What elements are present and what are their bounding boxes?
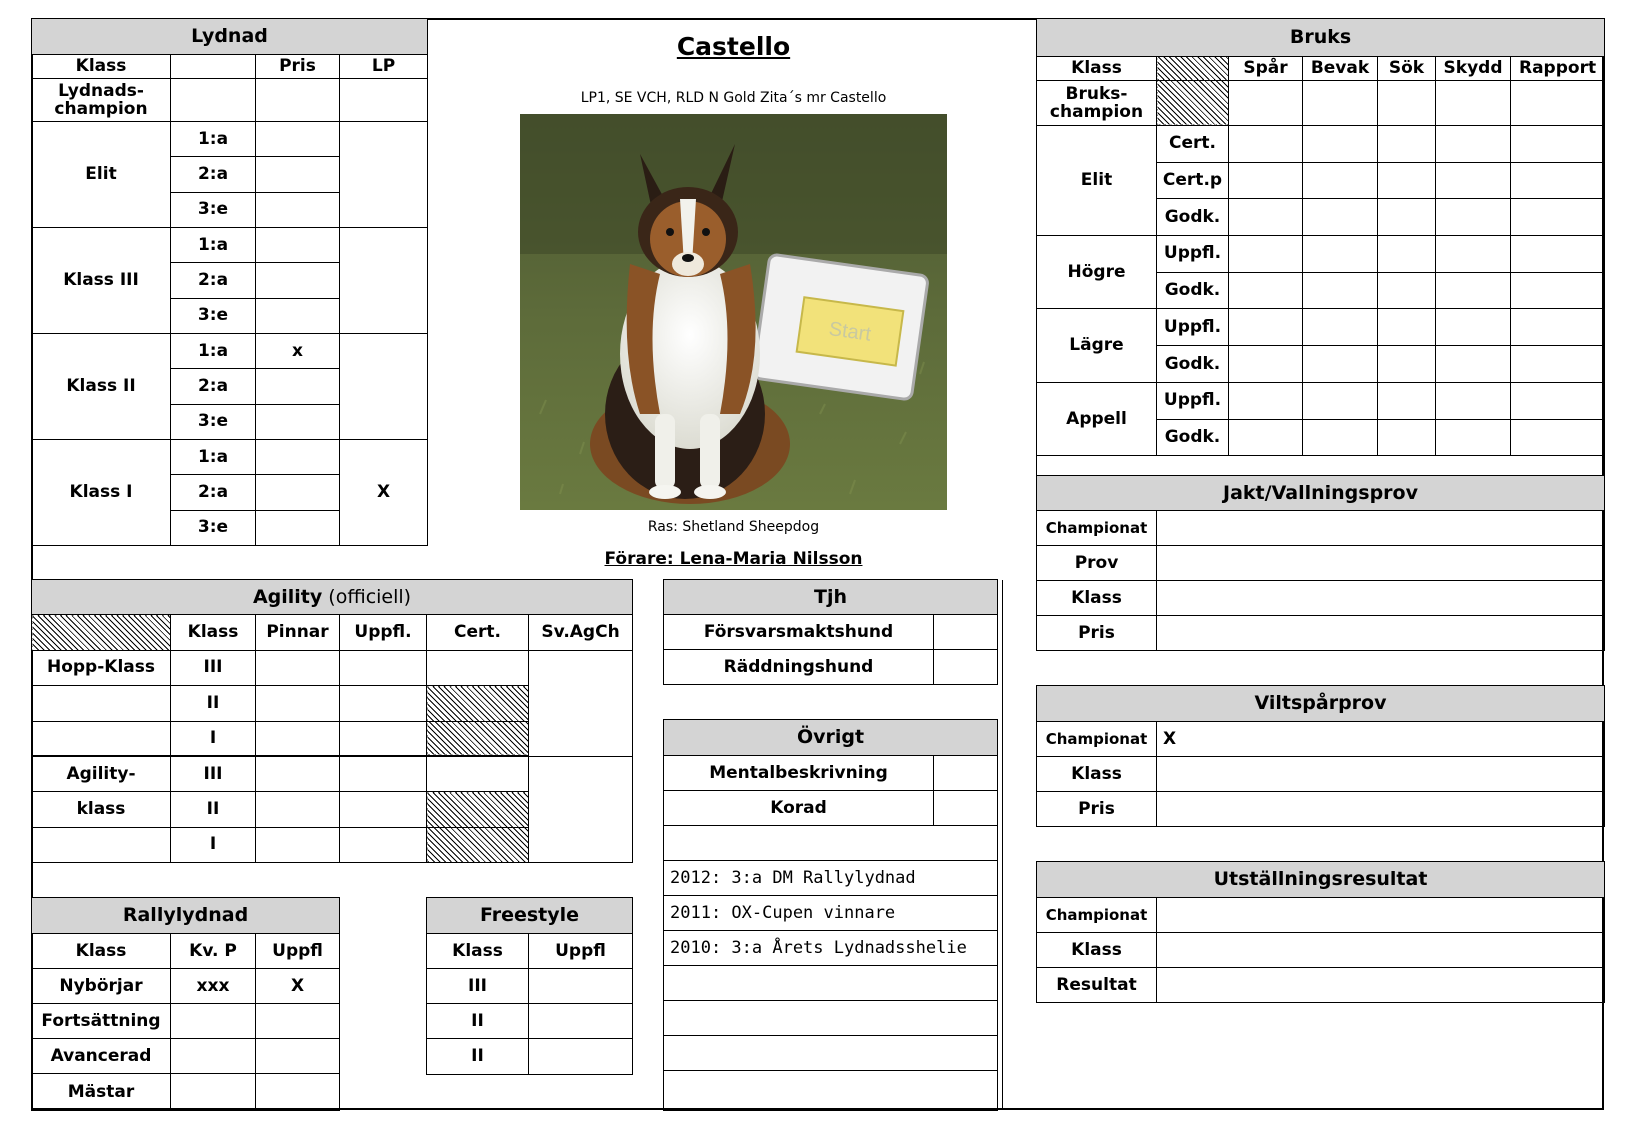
bruks-cell [1229,80,1303,125]
bruks-level: Cert.p [1157,162,1229,199]
agility-class: I [171,721,256,756]
bruks-cell [1229,162,1303,199]
agility-cell [340,827,427,862]
rally-uppfl [256,1004,340,1039]
jakt-value [1157,581,1605,616]
agility-cell [32,827,171,862]
agility-cell [427,756,529,791]
ovrigt-note [664,1001,998,1036]
bruks-cell [1229,236,1303,273]
agility-label-1: Agility- [32,756,171,791]
bruks-cell [1378,199,1436,236]
ovrigt-value [934,791,998,826]
rally-uppfl [256,1039,340,1074]
lydnad-champion-place [171,78,256,121]
bruks-level: Uppfl. [1157,236,1229,273]
agility-svagch-hopp [529,650,633,756]
lydnad-header-blank [171,55,256,78]
bruks-group-lagre: Lägre [1037,309,1157,382]
lydnad-header-pris: Pris [256,55,340,78]
vilt-value [1157,792,1605,827]
agility-header-pinnar: Pinnar [256,615,340,650]
bruks-champion-hatched [1157,80,1229,125]
agility-class: II [171,792,256,827]
bruks-cell [1436,236,1511,273]
vilt-title: Viltspårprov [1037,686,1605,722]
bruks-cell [1436,419,1511,456]
bruks-cell [1436,272,1511,309]
agility-title [32,580,633,615]
lydnad-champion-lp [340,78,428,121]
handler-name: Förare: Lena-Maria Nilsson [604,549,863,569]
lydnad-lp [340,333,428,439]
ovrigt-value [934,756,998,791]
bruks-cell [1436,80,1511,125]
bruks-level: Godk. [1157,199,1229,236]
dog-photo [520,114,947,510]
agility-hopp-label: Hopp-Klass [32,650,171,685]
bruks-cell [1378,419,1436,456]
lydnad-place: 1:a [171,121,256,156]
lydnad-pris [256,369,340,404]
lydnad-title: Lydnad [32,19,428,55]
agility-class: III [171,650,256,685]
vilt-value [1157,757,1605,792]
bruks-cell [1511,125,1605,162]
jakt-title: Jakt/Vallningsprov [1037,476,1605,511]
rally-kvp: xxx [171,969,256,1004]
bruks-header-sok: Sök [1378,56,1436,80]
lydnad-group-elit: Elit [32,121,171,227]
tjh-label: Räddningshund [664,650,934,685]
ovrigt-title: Övrigt [664,720,998,756]
bruks-cell [1378,236,1436,273]
utst-label: Klass [1037,933,1157,968]
bruks-group-hogre: Högre [1037,236,1157,309]
lydnad-group-klass-ii: Klass II [32,333,171,439]
freestyle-klass: II [427,1039,529,1075]
bruks-cell [1378,162,1436,199]
jakt-value [1157,616,1605,651]
jakt-label: Pris [1037,616,1157,651]
agility-cell [256,792,340,827]
agility-cell [340,756,427,791]
rally-klass: Fortsättning [32,1004,171,1039]
agility-cell-hatched [427,792,529,827]
lydnad-place: 2:a [171,475,256,510]
lydnad-place: 1:a [171,227,256,262]
rally-header-kvp: Kv. P [171,934,256,969]
jakt-label: Prov [1037,546,1157,581]
freestyle-uppfl [529,969,633,1004]
lydnad-lp [340,121,428,227]
bruks-cell [1303,419,1378,456]
bruks-level: Godk. [1157,272,1229,309]
bruks-level: Uppfl. [1157,309,1229,346]
agility-title-normal: (officiell) [322,585,412,608]
lydnad-place: 3:e [171,192,256,227]
utst-value [1157,968,1605,1003]
lydnad-pris [256,404,340,439]
freestyle-header-uppfl: Uppfl [529,934,633,969]
lydnad-pris [256,298,340,333]
vilt-label: Klass [1037,757,1157,792]
jakt-value [1157,511,1605,546]
tjh-table [663,579,998,685]
ovrigt-note [664,826,998,861]
bruks-cell [1378,125,1436,162]
bruks-cell [1229,309,1303,346]
rally-table [31,897,340,1111]
lydnad-header-klass: Klass [32,55,171,78]
bruks-cell [1436,125,1511,162]
lydnad-pris: x [256,333,340,368]
bruks-cell [1229,382,1303,419]
agility-cell [340,721,427,756]
agility-header-cert: Cert. [427,615,529,650]
bruks-cell [1511,382,1605,419]
ovrigt-label: Korad [664,791,934,826]
freestyle-table [426,897,633,1075]
vilt-label: Championat [1037,722,1157,757]
agility-header-klass: Klass [171,615,256,650]
lydnad-header-lp: LP [340,55,428,78]
bruks-cell [1303,162,1378,199]
bruks-cell [1229,346,1303,383]
lydnad-pris [256,510,340,545]
dog-name: Castello [676,32,791,61]
rally-header-klass: Klass [32,934,171,969]
bruks-table [1036,18,1605,493]
agility-cell [32,686,171,721]
rally-header-uppfl: Uppfl [256,934,340,969]
lydnad-lp: X [340,439,428,545]
rally-uppfl [256,1074,340,1111]
bruks-cell [1511,236,1605,273]
lydnad-table [31,18,428,546]
bruks-level: Uppfl. [1157,382,1229,419]
agility-class: I [171,827,256,862]
rally-kvp [171,1039,256,1074]
dog-titles: LP1, SE VCH, RLD N Gold Zita´s mr Castello [580,90,887,106]
bruks-cell [1378,80,1436,125]
bruks-level: Godk. [1157,346,1229,383]
agility-cell-hatched [427,721,529,756]
bruks-cell [1436,346,1511,383]
lydnad-place: 1:a [171,333,256,368]
utst-value [1157,898,1605,933]
bruks-header-skydd: Skydd [1436,56,1511,80]
jakt-value [1157,546,1605,581]
rally-klass: Avancerad [32,1039,171,1074]
bruks-group-appell: Appell [1037,382,1157,455]
center-divider [1002,580,1003,1110]
rally-kvp [171,1074,256,1111]
utst-label: Championat [1037,898,1157,933]
bruks-group-elit: Elit [1037,125,1157,235]
bruks-cell [1511,80,1605,125]
freestyle-title: Freestyle [427,898,633,934]
utst-label: Resultat [1037,968,1157,1003]
agility-cell [340,650,427,685]
photo-sign-text: Start [827,318,873,346]
jakt-label: Klass [1037,581,1157,616]
bruks-cell [1378,272,1436,309]
agility-cell [340,686,427,721]
bruks-cell [1378,309,1436,346]
lydnad-place: 3:e [171,298,256,333]
lydnad-lp [340,227,428,333]
agility-svagch-agility [529,756,633,862]
lydnad-group-klass-i: Klass I [32,439,171,545]
bruks-cell [1511,419,1605,456]
freestyle-klass: II [427,1004,529,1039]
bruks-cell [1511,309,1605,346]
tjh-value [934,650,998,685]
bruks-level: Godk. [1157,419,1229,456]
bruks-cell [1229,199,1303,236]
bruks-cell [1436,162,1511,199]
freestyle-klass: III [427,969,529,1004]
bruks-cell [1303,125,1378,162]
freestyle-uppfl [529,1004,633,1039]
agility-cell [427,650,529,685]
bruks-cell [1303,272,1378,309]
lydnad-pris [256,263,340,298]
utst-title: Utställningsresultat [1037,862,1605,898]
lydnad-champion-pris [256,78,340,121]
lydnad-pris [256,439,340,474]
agility-cell [256,686,340,721]
lydnad-pris [256,121,340,156]
bruks-header-rapport: Rapport [1511,56,1605,80]
agility-header-uppfl: Uppfl. [340,615,427,650]
lydnad-place: 3:e [171,510,256,545]
agility-header-svagch: Sv.AgCh [529,615,633,650]
bruks-header-spar: Spår [1229,56,1303,80]
rally-title: Rallylydnad [32,898,340,934]
agility-label-2: klass [32,792,171,827]
tjh-title: Tjh [664,580,998,615]
ovrigt-note [664,1036,998,1071]
lydnad-pris [256,227,340,262]
bruks-champion-label: Bruks- champion [1037,80,1157,125]
jakt-table [1036,475,1605,651]
freestyle-uppfl [529,1039,633,1075]
bruks-cell [1229,125,1303,162]
agility-class: II [171,686,256,721]
utst-table [1036,861,1605,1003]
bruks-cell [1303,309,1378,346]
rally-kvp [171,1004,256,1039]
lydnad-place: 2:a [171,369,256,404]
rally-klass: Nybörjar [32,969,171,1004]
bruks-cell [1303,236,1378,273]
bruks-cell [1511,199,1605,236]
bruks-cell [1303,382,1378,419]
bruks-cell [1378,346,1436,383]
lydnad-place: 2:a [171,157,256,192]
ovrigt-label: Mentalbeskrivning [664,756,934,791]
lydnad-place: 2:a [171,263,256,298]
rally-uppfl: X [256,969,340,1004]
lydnad-champion-label: Lydnads- champion [32,78,171,121]
agility-cell-hatched [427,686,529,721]
lydnad-place: 1:a [171,439,256,474]
lydnad-pris [256,192,340,227]
bruks-cell [1303,346,1378,383]
bruks-cell [1511,346,1605,383]
bruks-cell [1229,272,1303,309]
bruks-title: Bruks [1037,19,1605,57]
bruks-cell [1303,80,1378,125]
vilt-table [1036,685,1605,827]
ovrigt-table [663,719,998,1111]
lydnad-pris [256,157,340,192]
bruks-header-klass: Klass [1037,56,1157,80]
lydnad-place: 3:e [171,404,256,439]
agility-cell [256,650,340,685]
bruks-cell [1436,199,1511,236]
agility-header-hatched [32,615,171,650]
dog-photo-svg [520,114,947,510]
dog-breed: Ras: Shetland Sheepdog [647,519,820,535]
agility-cell [340,792,427,827]
lydnad-group-klass-iii: Klass III [32,227,171,333]
agility-table [31,579,633,863]
rally-klass: Mästar [32,1074,171,1111]
agility-cell [256,756,340,791]
bruks-cell [1378,382,1436,419]
agility-cell-hatched [427,827,529,862]
bruks-cell [1436,309,1511,346]
bruks-level: Cert. [1157,125,1229,162]
agility-class: III [171,756,256,791]
freestyle-header-klass: Klass [427,934,529,969]
ovrigt-note: 2011: OX-Cupen vinnare [664,896,998,931]
bruks-cell [1436,382,1511,419]
ovrigt-note: 2010: 3:a Årets Lydnadsshelie [664,931,998,966]
ovrigt-note [664,966,998,1001]
ovrigt-note: 2012: 3:a DM Rallylydnad [664,861,998,896]
bruks-cell [1511,162,1605,199]
lydnad-pris [256,475,340,510]
vilt-label: Pris [1037,792,1157,827]
tjh-label: Försvarsmaktshund [664,615,934,650]
vilt-value: X [1157,722,1605,757]
bruks-cell [1511,272,1605,309]
agility-cell [32,721,171,756]
agility-cell [256,721,340,756]
jakt-label: Championat [1037,511,1157,546]
ovrigt-note [664,1071,998,1111]
bruks-header-hatched [1157,56,1229,80]
bruks-header-bevak: Bevak [1303,56,1378,80]
agility-cell [256,827,340,862]
utst-value [1157,933,1605,968]
bruks-cell [1229,419,1303,456]
jakt-divider [1036,650,1604,651]
agility-title-bold: Agility [252,585,323,608]
bruks-cell [1303,199,1378,236]
tjh-value [934,615,998,650]
